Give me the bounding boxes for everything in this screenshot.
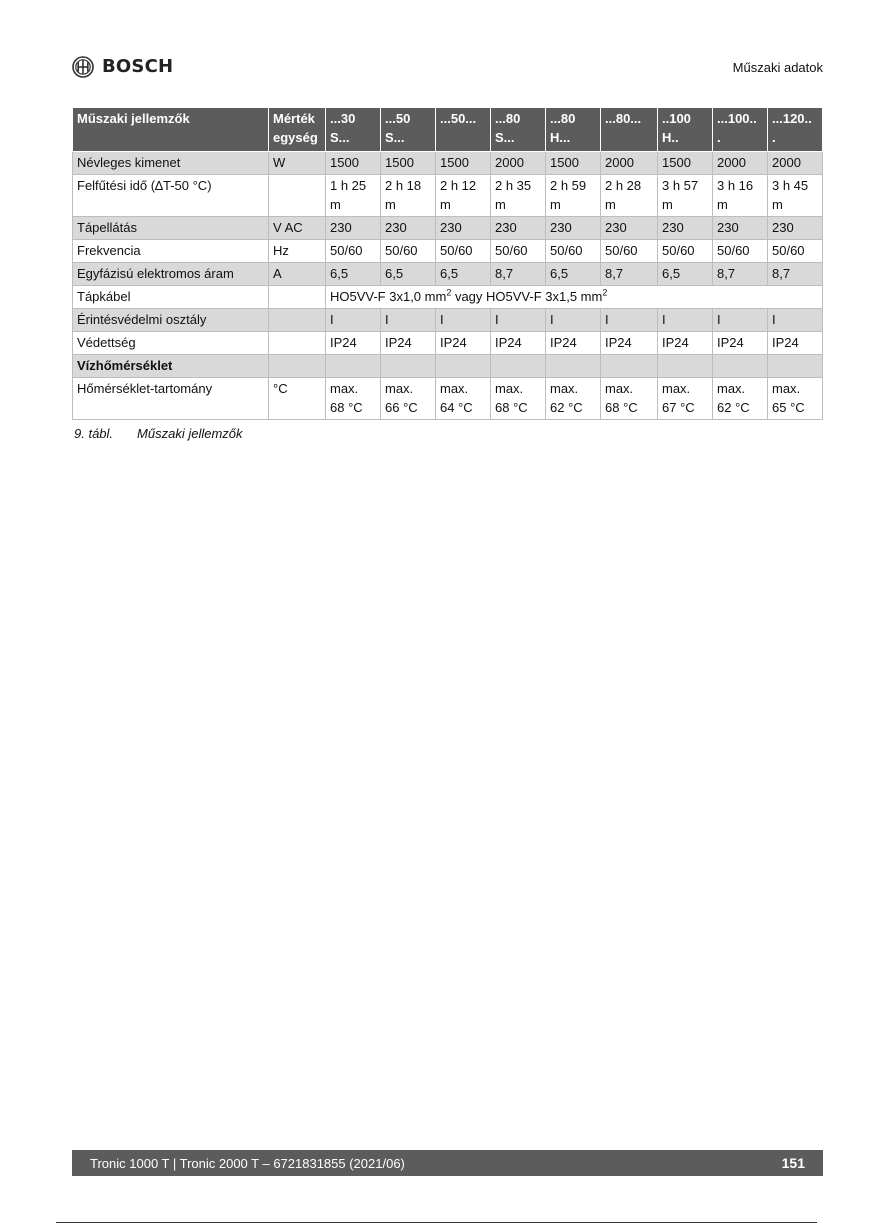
value-cell: 2 h 59 m [546, 175, 601, 217]
table-row [73, 240, 823, 263]
value-cell: 2000 [713, 152, 768, 175]
column-header-parameter: Műszaki jellemzők [73, 108, 269, 152]
row-label: Névleges kimenet [73, 152, 269, 175]
value-cell: 1500 [436, 152, 491, 175]
value-cell: 6,5 [658, 263, 713, 286]
column-header-model: ...50 S... [381, 108, 436, 152]
value-cell: 2 h 28 m [601, 175, 658, 217]
empty-cell [658, 355, 713, 378]
table-row [73, 355, 823, 378]
value-cell: 50/60 [713, 240, 768, 263]
bottom-rule [56, 1222, 817, 1223]
value-cell: I [326, 309, 381, 332]
value-cell: 8,7 [491, 263, 546, 286]
table-row [73, 378, 823, 420]
table-header [73, 108, 823, 152]
value-cell: 6,5 [381, 263, 436, 286]
column-header-model: ...30 S... [326, 108, 381, 152]
footer-document-info: Tronic 1000 T | Tronic 2000 T – 6721831855 (2021/06) [90, 1155, 405, 1171]
value-cell: IP24 [713, 332, 768, 355]
value-cell: max. 66 °C [381, 378, 436, 420]
table-row [73, 309, 823, 332]
row-label: Egyfázisú elektromos áram [73, 263, 269, 286]
column-header-model: ...50... [436, 108, 491, 152]
section-title: Műszaki adatok [732, 60, 823, 75]
value-cell: 1 h 25 m [326, 175, 381, 217]
value-cell: 50/60 [546, 240, 601, 263]
value-cell: 2 h 35 m [491, 175, 546, 217]
value-cell: max. 68 °C [326, 378, 381, 420]
row-unit: A [269, 263, 326, 286]
table-row [73, 175, 823, 217]
row-unit [269, 355, 326, 378]
value-cell: 230 [491, 217, 546, 240]
value-cell: I [381, 309, 436, 332]
value-cell: max. 64 °C [436, 378, 491, 420]
value-cell: 3 h 45 m [768, 175, 823, 217]
value-cell: 6,5 [326, 263, 381, 286]
value-cell: IP24 [601, 332, 658, 355]
value-cell: IP24 [436, 332, 491, 355]
value-cell: I [713, 309, 768, 332]
technical-data-table [72, 107, 823, 420]
value-cell: 1500 [546, 152, 601, 175]
page-footer [72, 1150, 823, 1176]
value-cell: max. 62 °C [713, 378, 768, 420]
row-unit [269, 286, 326, 309]
value-cell: 230 [436, 217, 491, 240]
value-cell: 230 [768, 217, 823, 240]
table-row [73, 286, 823, 309]
row-label: Tápkábel [73, 286, 269, 309]
row-label: Frekvencia [73, 240, 269, 263]
value-cell: max. 68 °C [601, 378, 658, 420]
value-cell: I [658, 309, 713, 332]
empty-cell [381, 355, 436, 378]
value-cell: I [491, 309, 546, 332]
value-cell: 230 [601, 217, 658, 240]
row-unit [269, 332, 326, 355]
table-row [73, 263, 823, 286]
value-cell: 50/60 [658, 240, 713, 263]
table-caption [74, 426, 243, 441]
empty-cell [546, 355, 601, 378]
row-unit [269, 309, 326, 332]
row-unit: Hz [269, 240, 326, 263]
value-cell: 2 h 18 m [381, 175, 436, 217]
column-header-model: ..100 H.. [658, 108, 713, 152]
page-number: 151 [781, 1155, 805, 1171]
column-header-model: ...80 H... [546, 108, 601, 152]
column-header-model: ...80... [601, 108, 658, 152]
empty-cell [491, 355, 546, 378]
value-cell: IP24 [491, 332, 546, 355]
value-cell: IP24 [658, 332, 713, 355]
table-row [73, 217, 823, 240]
cable-spec-a: HO5VV-F 3x1,0 mm [330, 289, 447, 304]
row-unit: °C [269, 378, 326, 420]
row-unit [269, 175, 326, 217]
empty-cell [436, 355, 491, 378]
empty-cell [326, 355, 381, 378]
cable-spec-b-superscript: 2 [602, 287, 608, 298]
bosch-armature-icon [72, 56, 94, 78]
value-cell: 50/60 [491, 240, 546, 263]
caption-text: Műszaki jellemzők [137, 426, 243, 441]
value-cell: 3 h 16 m [713, 175, 768, 217]
value-cell: IP24 [546, 332, 601, 355]
value-cell: I [601, 309, 658, 332]
value-cell: IP24 [768, 332, 823, 355]
table-header-row [73, 108, 823, 152]
cable-spec-a-superscript: 2 [446, 287, 452, 298]
empty-cell [601, 355, 658, 378]
column-header-model: ...120.. . [768, 108, 823, 152]
page-header [72, 56, 823, 82]
row-label: Érintésvédelmi osztály [73, 309, 269, 332]
row-label: Hőmérséklet-tartomány [73, 378, 269, 420]
value-cell: max. 62 °C [546, 378, 601, 420]
value-cell: I [546, 309, 601, 332]
empty-cell [713, 355, 768, 378]
value-cell: 230 [713, 217, 768, 240]
value-cell: 2000 [491, 152, 546, 175]
value-cell: 1500 [326, 152, 381, 175]
value-cell: 230 [326, 217, 381, 240]
value-cell: 6,5 [546, 263, 601, 286]
column-header-model: ...100.. . [713, 108, 768, 152]
row-unit: V AC [269, 217, 326, 240]
value-cell: 8,7 [601, 263, 658, 286]
value-cell: 230 [546, 217, 601, 240]
value-cell: I [768, 309, 823, 332]
column-header-model: ...80 S... [491, 108, 546, 152]
value-cell: 2 h 12 m [436, 175, 491, 217]
value-cell: 50/60 [326, 240, 381, 263]
value-cell: 50/60 [436, 240, 491, 263]
value-cell: 50/60 [601, 240, 658, 263]
table-row [73, 332, 823, 355]
row-label: Védettség [73, 332, 269, 355]
value-cell: 50/60 [768, 240, 823, 263]
value-cell: 2000 [601, 152, 658, 175]
value-cell: IP24 [381, 332, 436, 355]
value-cell: max. 68 °C [491, 378, 546, 420]
empty-cell [768, 355, 823, 378]
value-cell: 230 [381, 217, 436, 240]
cable-spec-cell [326, 286, 823, 309]
value-cell: 50/60 [381, 240, 436, 263]
value-cell: 3 h 57 m [658, 175, 713, 217]
value-cell: 6,5 [436, 263, 491, 286]
value-cell: IP24 [326, 332, 381, 355]
column-header-unit: Mérték egység [269, 108, 326, 152]
caption-number: 9. tábl. [74, 426, 114, 441]
cable-spec-b: vagy HO5VV-F 3x1,5 mm [451, 289, 603, 304]
value-cell: 8,7 [768, 263, 823, 286]
value-cell: max. 67 °C [658, 378, 713, 420]
row-label: Vízhőmérséklet [73, 355, 269, 378]
value-cell: 1500 [381, 152, 436, 175]
value-cell: I [436, 309, 491, 332]
table-body [73, 152, 823, 420]
value-cell: 230 [658, 217, 713, 240]
value-cell: 1500 [658, 152, 713, 175]
brand-name: BOSCH [102, 56, 174, 77]
value-cell: 2000 [768, 152, 823, 175]
bosch-logo [72, 56, 173, 78]
value-cell: max. 65 °C [768, 378, 823, 420]
row-unit: W [269, 152, 326, 175]
row-label: Tápellátás [73, 217, 269, 240]
row-label: Felfűtési idő (∆T-50 °C) [73, 175, 269, 217]
table-row [73, 152, 823, 175]
value-cell: 8,7 [713, 263, 768, 286]
